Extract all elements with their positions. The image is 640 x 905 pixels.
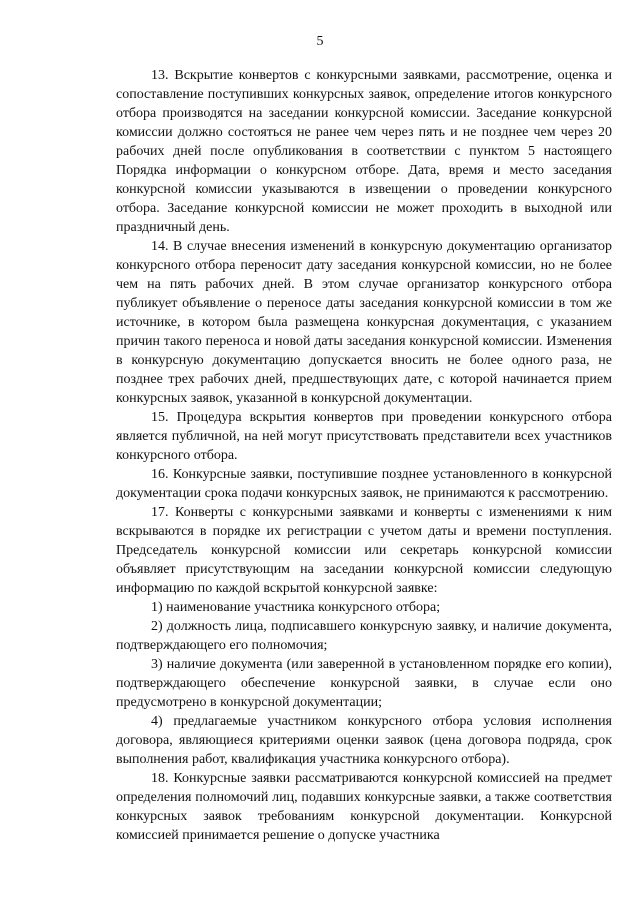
paragraph-13: 13. Вскрытие конвертов с конкурсными заявками, рассмотрение, оценка и сопоставление поступивших конкурсных заявок, определение итогов конкурсного отбора производятся на заседании конкурсной комиссии. Заседание конкурсной комиссии должно состояться не ранее чем через пять и не позднее чем через 20 рабочих дней после опубликования в соответствии с пунктом 5 настоящего Порядка информации о конкурсном отборе. Дата, время и место заседания конкурсной комиссии указываются в извещении о проведении конкурсного отбора. Заседание конкурсной комиссии не может проходить в выходной или праздничный день. — [116, 68, 612, 235]
paragraph-16: 16. Конкурсные заявки, поступившие позднее установленного в конкурсной документации срока подачи конкурсных заявок, не принимаются к рассмотрению. — [116, 467, 612, 501]
page-number: 5 — [316, 34, 324, 49]
paragraph-15: 15. Процедура вскрытия конвертов при проведении конкурсного отбора является публичной, на ней могут присутствовать представители всех участников конкурсного отбора. — [116, 410, 612, 463]
list-item-2: 2) должность лица, подписавшего конкурсную заявку, и наличие документа, подтверждающего его полномочия; — [116, 619, 612, 653]
list-item-4: 4) предлагаемые участником конкурсного отбора условия исполнения договора, являющиеся критериями оценки заявок (цена договора подряда, срок выполнения работ, квалификация участника конкурсного отбора). — [116, 714, 612, 767]
paragraph-14: 14. В случае внесения изменений в конкурсную документацию организатор конкурсного отбора переносит дату заседания конкурсной комиссии, но не более чем на пять рабочих дней. В этом случае организатор конкурсного отбора публикует объявление о переносе даты заседания конкурсной комиссии в том же источнике, в котором была размещена конкурсная документация, с указанием причин такого переноса и новой даты заседания конкурсной комиссии. Изменения в конкурсную документацию допускается вносить не более одного раза, не позднее трех рабочих дней, предшествующих дате, с которой начинается прием конкурсных заявок, указанной в конкурсной документации. — [116, 239, 612, 406]
paragraph-18: 18. Конкурсные заявки рассматриваются конкурсной комиссией на предмет определения полномочий лиц, подавших конкурсные заявки, а также соответствия конкурсных заявок требованиям конкурсной документации. Конкурсной комиссией принимается решение о допуске участника — [116, 771, 612, 843]
paragraph-17: 17. Конверты с конкурсными заявками и конверты с изменениями к ним вскрываются в порядке их регистрации с учетом даты и времени поступления. Председатель конкурсной комиссии или секретарь конкурсной комиссии объявляет присутствующим на заседании конкурсной комиссии следующую информацию по каждой вскрытой конкурсной заявке: — [116, 505, 612, 596]
document-body — [116, 66, 612, 845]
list-item-1: 1) наименование участника конкурсного отбора; — [151, 600, 441, 615]
list-item-3: 3) наличие документа (или заверенной в установленном порядке его копии), подтверждающего обеспечение конкурсной заявки, в случае если оно предусмотрено в конкурсной документации; — [116, 657, 612, 710]
